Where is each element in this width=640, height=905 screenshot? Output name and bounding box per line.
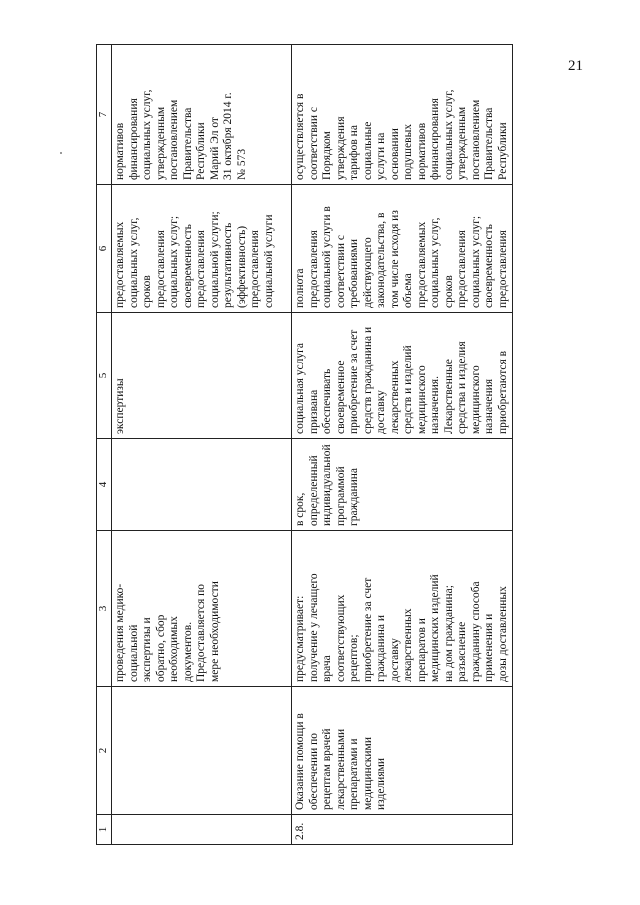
cell-text-line: обеспечении по bbox=[307, 732, 320, 810]
cell-text-line: лекарственных bbox=[402, 608, 414, 682]
cell-text-line: лекарственными bbox=[334, 728, 347, 810]
cell-text-line: основании bbox=[388, 128, 401, 180]
cell-text-line: медицинского bbox=[469, 365, 482, 434]
cell-text-line: дозы доставленных bbox=[496, 586, 509, 682]
cell-text-line: утвержденным bbox=[456, 106, 468, 180]
cell-text-line: Лекарственные bbox=[442, 359, 455, 434]
cell-text-line: объема bbox=[402, 273, 414, 308]
cell-text-line: утверждения bbox=[334, 116, 347, 180]
cell-text-line: осуществляется в bbox=[294, 93, 306, 180]
cell-text-line: средств и изделий bbox=[402, 345, 414, 434]
cell-text-line: соответствии с bbox=[307, 107, 320, 180]
cell-text-line: необходимых bbox=[168, 616, 180, 682]
cell-text-line: требованиями bbox=[348, 238, 360, 308]
cell-text-line: проведения медико- bbox=[114, 583, 126, 682]
cell-text-line: сроков bbox=[442, 275, 455, 308]
scan-artifact-dot bbox=[60, 152, 62, 154]
cell-text-line: призвана bbox=[307, 389, 320, 434]
cell-text-line: социальных услуг; bbox=[469, 215, 482, 308]
cell-text-line: медицинскими bbox=[361, 737, 374, 810]
cell-text-line: предоставляемых bbox=[415, 221, 428, 308]
cell-text-line: предоставления bbox=[307, 230, 320, 308]
cell-text-line: Республики bbox=[195, 122, 207, 180]
cell-text-line: на дом гражданина; bbox=[442, 585, 455, 682]
cell-text-line: социальные bbox=[361, 121, 374, 180]
cell-text-line: предоставления bbox=[154, 230, 167, 308]
cell-text-line: предоставления bbox=[456, 230, 468, 308]
quality-indicators-cell bbox=[112, 185, 292, 313]
service-conditions-cell bbox=[112, 313, 292, 439]
cell-text-line: том числе исходя из bbox=[388, 210, 401, 308]
cell-text-line: назначения. bbox=[429, 376, 441, 434]
column-number-cell: 3 bbox=[97, 531, 112, 687]
cell-text-line: своевременное bbox=[334, 360, 347, 434]
cell-text-line: приобретение за счет bbox=[348, 329, 360, 434]
column-number-cell: 1 bbox=[97, 815, 112, 845]
cell-text-line: лекарственных bbox=[388, 360, 401, 434]
cell-text-line: врача bbox=[321, 655, 333, 682]
service-name-cell bbox=[112, 687, 292, 815]
column-number-cell: 4 bbox=[97, 439, 112, 531]
cell-text-line: услуги на bbox=[375, 132, 387, 180]
cell-text-line: гражданина bbox=[348, 467, 360, 526]
table-row-2-8 bbox=[292, 45, 513, 845]
cell-text-line: постановлением bbox=[469, 99, 482, 180]
cell-text-line: финансирования bbox=[127, 98, 140, 180]
cell-text-line: гражданину способа bbox=[469, 581, 482, 682]
cell-text-line: индивидуальной bbox=[321, 444, 333, 526]
cell-text-line: социальных услуг, bbox=[429, 217, 441, 308]
column-number-cell: 5 bbox=[97, 313, 112, 439]
services-table bbox=[96, 44, 513, 845]
cell-text-line: подушевых bbox=[402, 123, 414, 180]
service-conditions-cell bbox=[292, 313, 513, 439]
cell-text-line: приобретение за счет bbox=[361, 577, 374, 682]
cell-text-line: гражданина и bbox=[375, 614, 387, 682]
cell-text-line: Правительства bbox=[181, 107, 194, 180]
service-name-cell bbox=[292, 687, 513, 815]
service-term-cell bbox=[292, 439, 513, 531]
column-number-cell: 2 bbox=[97, 687, 112, 815]
service-description-cell bbox=[112, 531, 292, 687]
cell-text-line: приобретаются в bbox=[496, 350, 509, 434]
cell-text-line: тарифов на bbox=[348, 125, 360, 180]
cell-text-line: предусматривает: bbox=[294, 595, 306, 682]
cell-text-line: доставку bbox=[375, 390, 387, 434]
cell-text-line: социальных услуг, bbox=[442, 89, 455, 180]
cell-text-line: рецептам врачей bbox=[321, 728, 333, 810]
cell-text-line: своевременность bbox=[181, 224, 194, 308]
cell-text-line: средств гражданина и bbox=[361, 326, 374, 434]
cell-text-line: Оказание помощи в bbox=[294, 713, 306, 810]
cell-text-line: обеспечивать bbox=[321, 368, 333, 434]
cell-text-line: мере необходимости bbox=[208, 581, 221, 682]
cell-text-line: соответствующих bbox=[334, 594, 347, 682]
cell-text-line: соответствии с bbox=[334, 235, 347, 308]
cell-text-line: финансирования bbox=[429, 98, 441, 180]
cell-text-line: (эффективность) bbox=[235, 225, 248, 308]
cell-text-line: Порядком bbox=[321, 131, 333, 180]
cell-text-line: социальных услуг, bbox=[141, 89, 153, 180]
cell-text-line: Предоставляется по bbox=[195, 583, 207, 682]
cell-text-line: законодательства, в bbox=[375, 212, 387, 308]
cell-text-line: экспертизы bbox=[114, 378, 126, 434]
cell-text-line: документов. bbox=[181, 621, 194, 682]
table-row-continuation bbox=[112, 45, 292, 845]
cell-text-line: своевременность bbox=[483, 224, 495, 308]
cell-text-line: препаратов и bbox=[415, 618, 428, 682]
service-term-cell bbox=[112, 439, 292, 531]
cell-text-line: социальной услуги в bbox=[321, 206, 333, 308]
cell-text-line: экспертизы и bbox=[141, 617, 153, 682]
cell-text-line: социальных услуг, bbox=[127, 217, 140, 308]
cell-text-line: социальной услуги bbox=[262, 214, 275, 308]
cell-text-line: нормативов bbox=[114, 122, 126, 180]
cell-text-line: средства и изделия bbox=[456, 341, 468, 434]
rotated-page bbox=[96, 45, 551, 845]
cell-text-line: получение у лечащего bbox=[307, 573, 320, 682]
cell-text-line: изделиями bbox=[375, 757, 387, 810]
cell-text-line: программой bbox=[334, 466, 347, 526]
cell-text-line: медицинских изделий bbox=[429, 574, 441, 682]
cell-text-line: в срок, bbox=[294, 492, 306, 526]
cell-text-line: предоставления bbox=[496, 230, 509, 308]
tariff-cell bbox=[292, 45, 513, 185]
cell-text-line: препаратами и bbox=[348, 738, 360, 810]
cell-text-line: результативность bbox=[222, 222, 234, 308]
cell-text-line: доставку bbox=[388, 638, 401, 682]
cell-text-line: назначения bbox=[483, 378, 495, 434]
cell-text-line: 2.8. bbox=[294, 822, 306, 840]
cell-text-line: социальной услуги; bbox=[208, 211, 221, 308]
column-number-cell: 7 bbox=[97, 45, 112, 185]
cell-text-line: применения и bbox=[483, 613, 495, 682]
cell-text-line: полнота bbox=[294, 268, 306, 308]
column-number-cell: 6 bbox=[97, 185, 112, 313]
service-description-cell bbox=[292, 531, 513, 687]
column-number-row bbox=[97, 45, 112, 845]
cell-text-line: 31 октября 2014 г. bbox=[222, 92, 234, 180]
cell-text-line: Марий Эл от bbox=[208, 117, 221, 180]
cell-text-line: медицинского bbox=[415, 365, 428, 434]
quality-indicators-cell bbox=[292, 185, 513, 313]
cell-text-line: утвержденным bbox=[154, 106, 167, 180]
cell-text-line: рецептов; bbox=[348, 634, 360, 682]
cell-text-line: предоставляемых bbox=[114, 221, 126, 308]
cell-text-line: социальных услуг; bbox=[168, 215, 180, 308]
cell-text-line: социальной bbox=[127, 624, 140, 682]
cell-text-line: нормативов bbox=[415, 122, 428, 180]
cell-text-line: Республики bbox=[496, 122, 509, 180]
cell-text-line: разъяснение bbox=[456, 621, 468, 682]
cell-text-line: сроков bbox=[141, 275, 153, 308]
page-number: 21 bbox=[568, 58, 583, 74]
cell-text-line: социальная услуга bbox=[294, 343, 306, 434]
cell-text-line: № 573 bbox=[235, 148, 248, 180]
cell-text-line: обратно, сбор bbox=[154, 614, 167, 682]
cell-text-line: Правительства bbox=[483, 107, 495, 180]
cell-text-line: действующего bbox=[361, 237, 374, 308]
cell-text-line: предоставления bbox=[195, 230, 207, 308]
row-number-cell bbox=[292, 815, 513, 845]
cell-text-line: предоставления bbox=[249, 230, 261, 308]
row-number-cell bbox=[112, 815, 292, 845]
cell-text-line: постановлением bbox=[168, 99, 180, 180]
tariff-cell bbox=[112, 45, 292, 185]
cell-text-line: определенный bbox=[307, 455, 320, 526]
